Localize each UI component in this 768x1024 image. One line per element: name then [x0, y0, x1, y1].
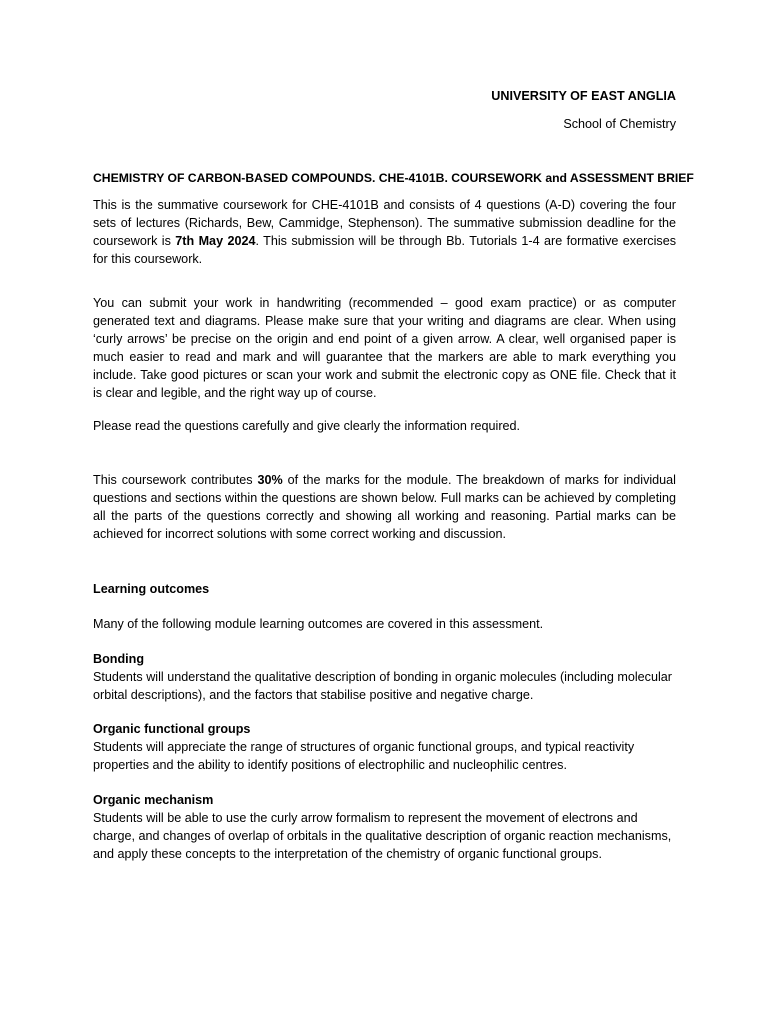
outcome-functional-groups [93, 720, 676, 774]
document-page [93, 0, 694, 1024]
marks-paragraph [93, 471, 676, 543]
learning-outcomes-intro: Many of the following module learning outcomes are covered in this assessment. [93, 617, 544, 631]
submission-deadline: 7th May 2024 [175, 234, 256, 248]
read-carefully-note: Please read the questions carefully and give clearly the information required. [93, 419, 521, 433]
outcome-text: Students will be able to use the curly arrow formalism to represent the movement of electrons and charge, and changes of overlap of orbitals in the qualitative description of organic reaction mechanisms, and apply these concepts to the interpretation of the chemistry of organic functional groups. [93, 811, 672, 861]
intro-text-end: . This submission will be through Bb. Tutorials 1-4 are formative exercises for this coursework. [93, 234, 676, 266]
marks-percent: 30% [257, 473, 283, 487]
marks-text-start: This coursework contributes [93, 473, 258, 487]
intro-text-start: This is the summative coursework for CHE-4101B and consists of 4 questions (A-D) covering the four sets of lectures (Richards, Bew, Cammidge, Stephenson). The summative submission deadline for the coursework is [93, 198, 676, 248]
outcome-text: Students will understand the qualitative description of bonding in organic molecules (including molecular orbital descriptions), and the factors that stabilise positive and negative charge. [93, 670, 672, 702]
outcome-title: Organic functional groups [93, 722, 251, 736]
school-name: School of Chemistry [563, 117, 676, 131]
submission-paragraph: You can submit your work in handwriting (recommended – good exam practice) or as computer generated text and diagrams. Please make sure that your writing and diagrams are clear. When using ‘curly arrows’ be precise on the origin and end point of a given arrow. A clear, well organised paper is much easier to read and mark and will guarantee that the markers are able to mark everything you include. Take good pictures or scan your work and submit the electronic copy as ONE file. Check that it is clear and legible, and the right way up of course. [93, 296, 676, 400]
outcome-title: Bonding [93, 652, 145, 666]
intro-paragraph [93, 196, 676, 268]
document-title: CHEMISTRY OF CARBON-BASED COMPOUNDS. CHE-4101B. COURSEWORK and ASSESSMENT BRIEF [93, 171, 694, 185]
outcome-title: Organic mechanism [93, 793, 214, 807]
university-name: UNIVERSITY OF EAST ANGLIA [491, 89, 676, 103]
outcome-bonding [93, 650, 676, 704]
outcome-mechanism [93, 791, 676, 863]
outcome-text: Students will appreciate the range of structures of organic functional groups, and typical reactivity properties and the ability to identify positions of electrophilic and nucleophilic centres. [93, 740, 635, 772]
learning-outcomes-heading: Learning outcomes [93, 582, 210, 596]
marks-text-end: of the marks for the module. The breakdown of marks for individual questions and sections within the questions are shown below. Full marks can be achieved by completing all the parts of the questions correctly and showing all working and reasoning. Partial marks can be achieved for incorrect solutions with some correct working and discussion. [93, 473, 676, 541]
